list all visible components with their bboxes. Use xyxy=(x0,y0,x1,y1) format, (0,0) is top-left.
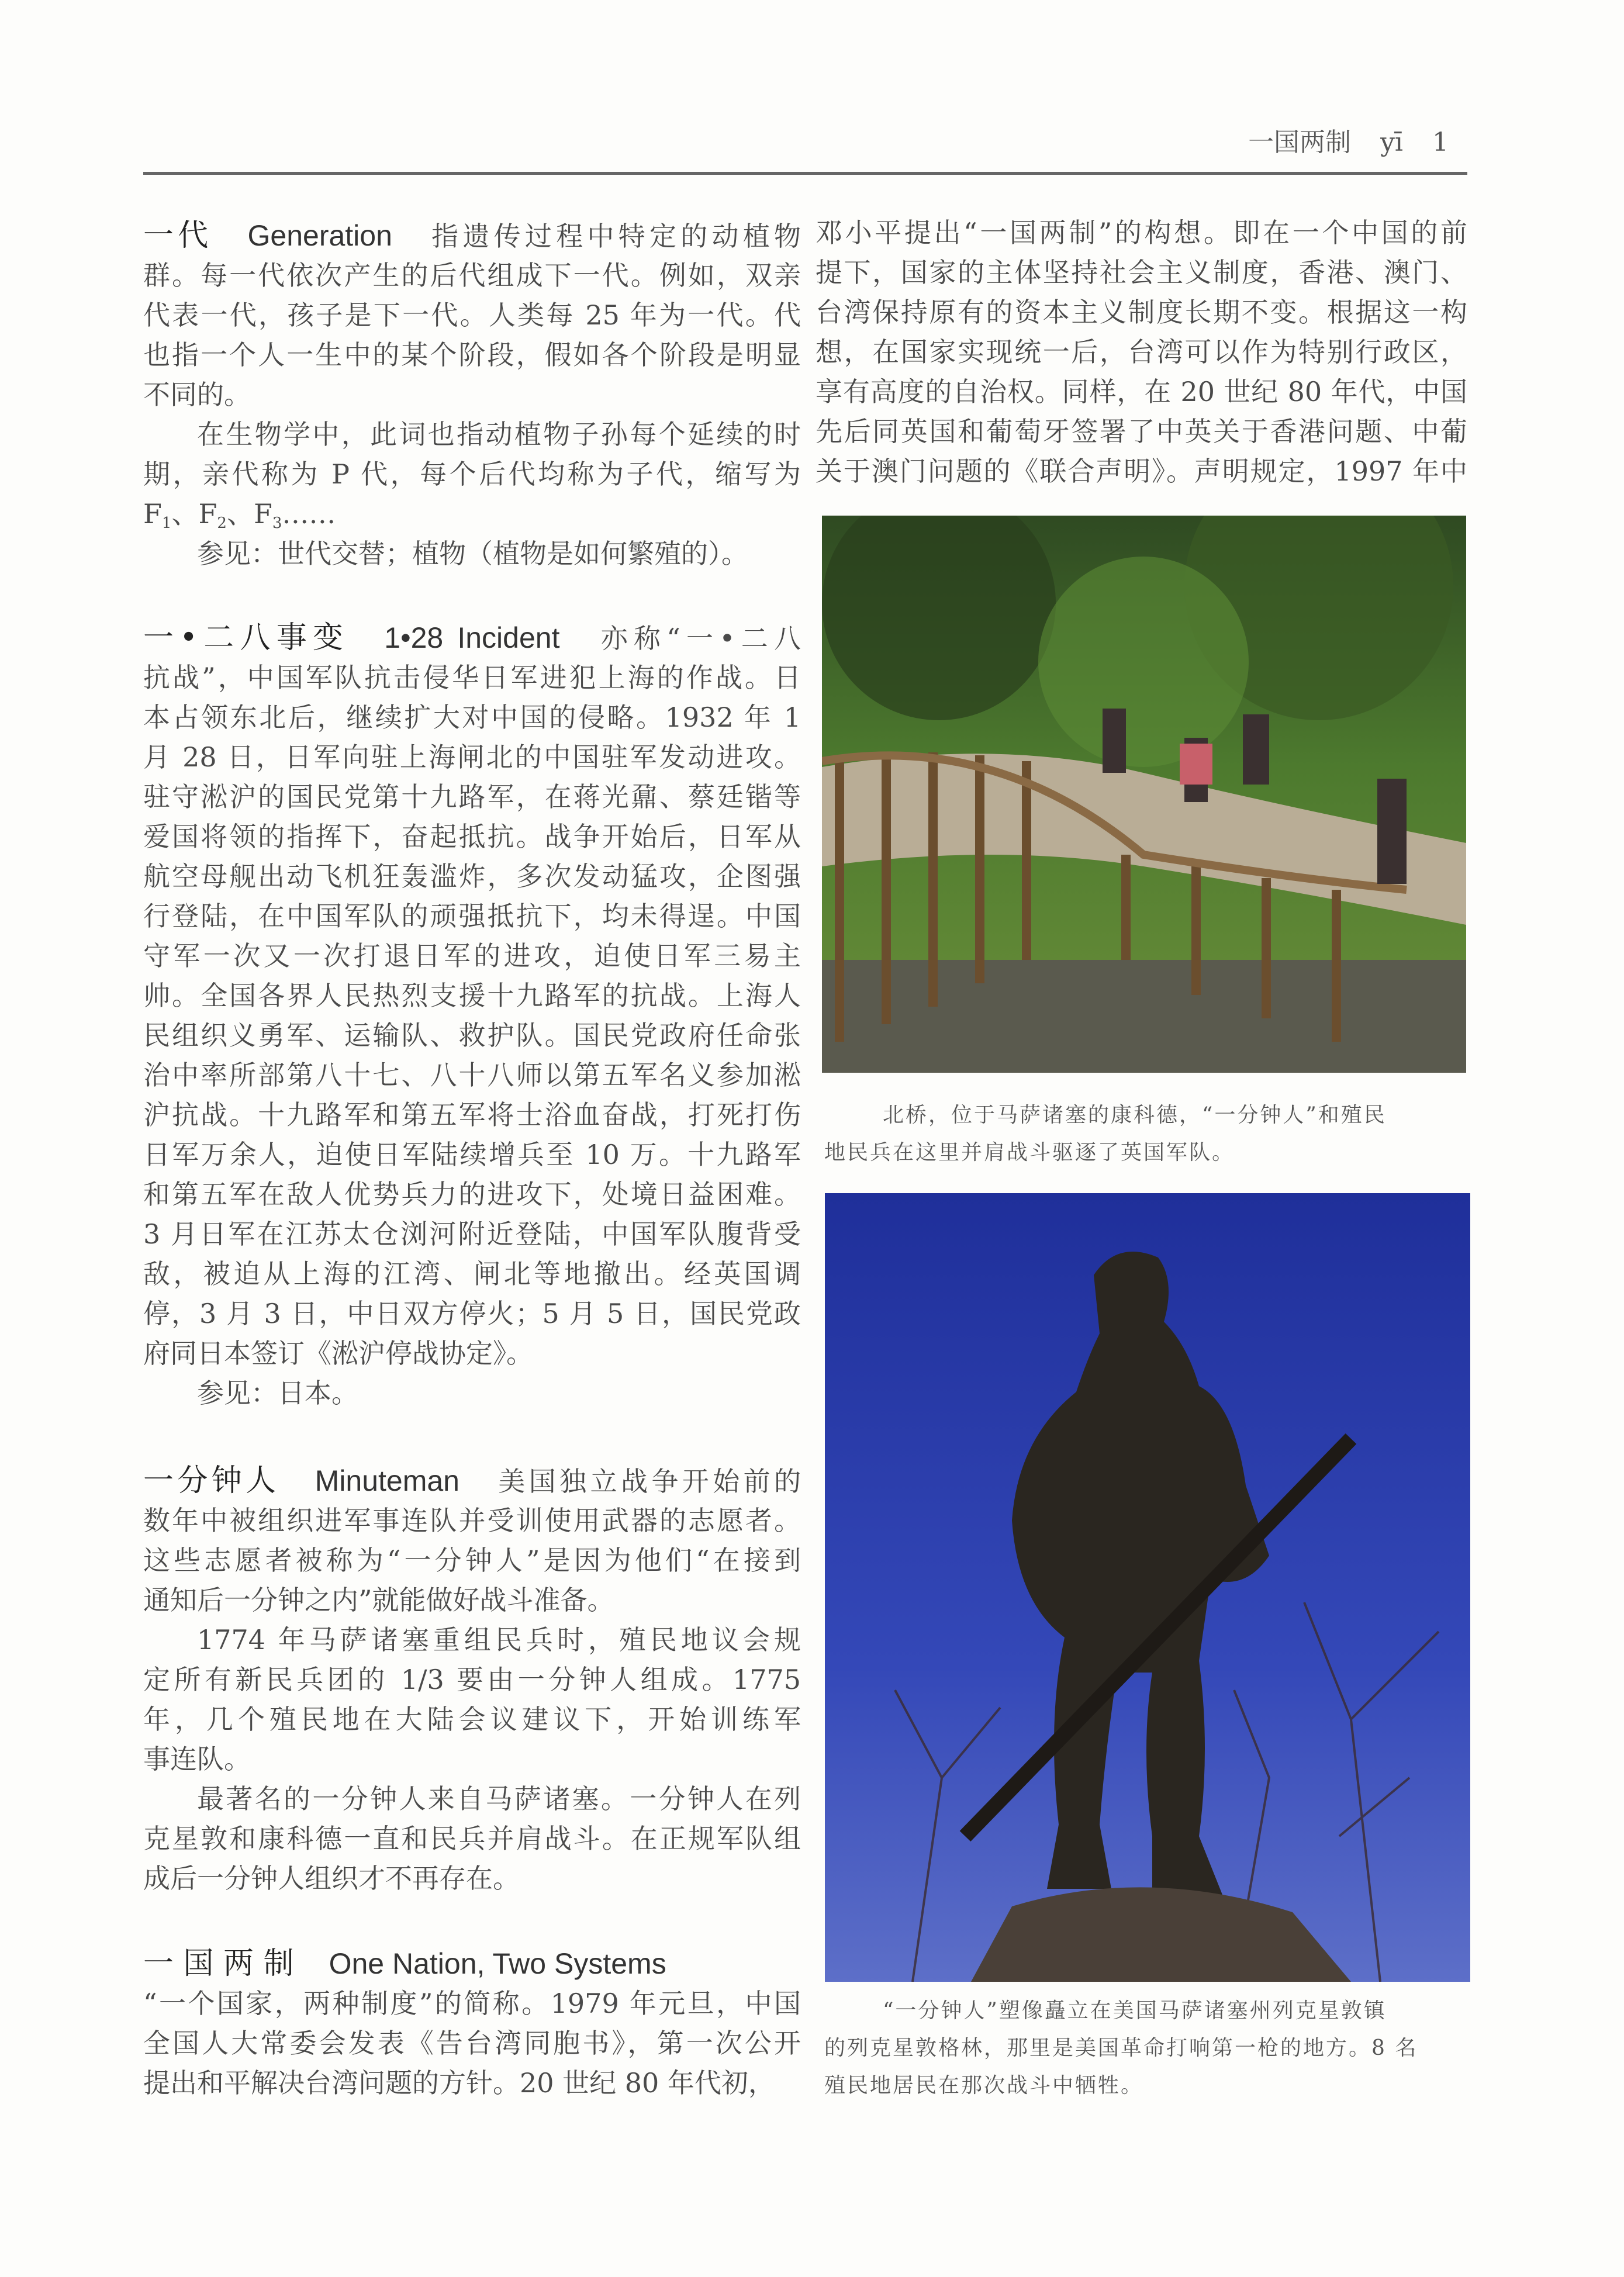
entry-term: 一•二八事变 xyxy=(143,620,350,655)
line-text: 在生物学中，此词也指动植物子孙每个延续的时 xyxy=(197,419,801,450)
entry-minuteman xyxy=(143,1461,801,1898)
text-line xyxy=(143,375,801,414)
entry-english-term: Minuteman xyxy=(315,1464,459,1497)
subscript: 2 xyxy=(217,514,227,532)
line-text: 3 月日军在江苏太仓浏河附近登陆，中国军队腹背受 xyxy=(143,1218,801,1250)
header-title: 一国两制 xyxy=(1248,127,1352,157)
right-column-text xyxy=(816,213,1467,491)
line-text: 事连队。 xyxy=(143,1743,251,1775)
entry-english-term: Generation xyxy=(247,219,392,252)
text-line: 先后同英国和葡萄牙签署了中英关于香港问题、中葡 xyxy=(816,416,1467,447)
line-text: 民组织义勇军、运输队、救护队。国民党政府任命张 xyxy=(143,1020,801,1051)
text-line xyxy=(143,1135,801,1174)
line-text: …… xyxy=(282,498,336,530)
text-line xyxy=(143,414,801,454)
line-text: 最著名的一分钟人来自马萨诸塞。一分钟人在列 xyxy=(197,1783,801,1815)
header-rule xyxy=(143,172,1467,175)
text-line xyxy=(143,1540,801,1580)
line-text: 本占领东北后，继续扩大对中国的侵略。1932 年 1 xyxy=(143,702,801,733)
text-line: 想，在国家实现统一后，台湾可以作为特别行政区， xyxy=(816,336,1467,368)
text-line xyxy=(143,454,801,494)
text-line xyxy=(143,1739,801,1779)
caption-line: 北桥，位于马萨诸塞的康科德，“一分钟人”和殖民 xyxy=(883,1103,1387,1127)
line-text: 沪抗战。十九路军和第五军将士浴血奋战，打死打伤 xyxy=(143,1099,801,1131)
line-text: 驻守淞沪的国民党第十九路军，在蒋光鼐、蔡廷锴等 xyxy=(143,781,801,813)
line-text: 守军一次又一次打退日军的进攻，迫使日军三易主 xyxy=(143,940,801,972)
entry-term: 一代 xyxy=(143,218,213,253)
text-line xyxy=(143,534,801,573)
line-text: 通知后一分钟之内”就能做好战斗准备。 xyxy=(143,1584,614,1616)
caption-line: “一分钟人”塑像矗立在美国马萨诸塞州列克星敦镇 xyxy=(883,1999,1387,2023)
line-text: 这些志愿者被称为“一分钟人”是因为他们“在接到 xyxy=(143,1545,801,1576)
line-text: 帅。全国各界人民热烈支援十九路军的抗战。上海人 xyxy=(143,980,801,1011)
text-line xyxy=(143,1174,801,1214)
line-text: 群。每一代依次产生的后代组成下一代。例如，双亲 xyxy=(143,260,801,291)
text-line xyxy=(143,1461,801,1501)
line-text: 数年中被组织进军事连队并受训使用武器的志愿者。 xyxy=(143,1505,801,1536)
line-text: 期，亲代称为 P 代，每个后代均称为子代，缩写为 xyxy=(143,458,801,490)
text-line xyxy=(143,697,801,737)
photo-north-bridge xyxy=(822,516,1466,1073)
text-line xyxy=(143,216,801,255)
line-text: 和第五军在敌人优势兵力的进攻下，处境日益困难。 xyxy=(143,1179,801,1210)
text-line xyxy=(143,1294,801,1333)
line-text: 代表一代，孩子是下一代。人类每 25 年为一代。代 xyxy=(143,299,801,331)
line-text: 停，3 月 3 日，中日双方停火；5 月 5 日，国民党政 xyxy=(143,1298,801,1329)
line-text: F xyxy=(198,498,217,530)
text-line xyxy=(143,2063,801,2103)
text-line xyxy=(143,295,801,335)
text-line: 关于澳门问题的《联合声明》。声明规定，1997 年中 xyxy=(816,455,1467,487)
text-line: 享有高度的自治权。同样，在 20 世纪 80 年代，中国 xyxy=(816,376,1467,407)
line-text: 月 28 日，日军向驻上海闸北的中国驻军发动进攻。 xyxy=(143,741,801,773)
line-text: 年，几个殖民地在大陆会议建议下，开始训练军 xyxy=(143,1704,801,1735)
line-text: 提出和平解决台湾问题的方针。20 世纪 80 年代初， xyxy=(143,2067,775,2099)
line-text: 不同的。 xyxy=(143,379,251,410)
entry-generation xyxy=(143,216,801,573)
text-line xyxy=(143,255,801,295)
line-text: 指遗传过程中特定的动植物 xyxy=(427,220,801,252)
text-line xyxy=(143,1055,801,1095)
text-line: 提下，国家的主体坚持社会主义制度，香港、澳门、 xyxy=(816,257,1467,288)
line-text: 参见：日本。 xyxy=(197,1377,358,1409)
text-line xyxy=(143,1580,801,1620)
text-line xyxy=(143,1944,801,1984)
text-line xyxy=(143,1819,801,1858)
line-text: 日军万余人，迫使日军陆续增兵至 10 万。十九路军 xyxy=(143,1139,801,1170)
line-text: 行登陆，在中国军队的顽强抵抗下，均未得逞。中国 xyxy=(143,900,801,932)
page-number: 1 xyxy=(1432,127,1449,157)
caption-line: 的列克星敦格林，那里是美国革命打响第一枪的地方。8 名 xyxy=(824,2036,1418,2060)
subscript: 3 xyxy=(272,514,282,532)
line-text: 克星敦和康科德一直和民兵并肩战斗。在正规军队组 xyxy=(143,1823,801,1854)
text-line xyxy=(143,1501,801,1540)
entry-term: 一 国 两 制 xyxy=(143,1946,294,1981)
line-text: 全国人大常委会发表《告台湾同胞书》，第一次公开 xyxy=(143,2027,801,2059)
text-line xyxy=(143,896,801,936)
line-text: 成后一分钟人组织才不再存在。 xyxy=(143,1863,520,1894)
text-line xyxy=(143,1015,801,1055)
entry-english-term: One Nation, Two Systems xyxy=(329,1947,666,1980)
line-text: 府同日本签订《淞沪停战协定》。 xyxy=(143,1338,533,1369)
line-text: 1774 年马萨诸塞重组民兵时，殖民地议会规 xyxy=(197,1624,801,1656)
subscript: 1 xyxy=(161,514,172,532)
caption-line: 殖民地居民在那次战斗中牺牲。 xyxy=(824,2074,1144,2098)
text-line xyxy=(143,817,801,856)
text-line xyxy=(143,1984,801,2023)
line-text: 爱国将领的指挥下，奋起抵抗。战争开始后，日军从 xyxy=(143,821,801,852)
line-text: 航空母舰出动飞机狂轰滥炸，多次发动猛攻，企图强 xyxy=(143,861,801,892)
line-text: “一个国家，两种制度”的简称。1979 年元旦，中国 xyxy=(143,1988,801,2019)
text-line: 台湾保持原有的资本主义制度长期不变。根据这一构 xyxy=(816,296,1467,328)
entry-one-nation-two-systems xyxy=(143,1944,801,2103)
caption-line: 地民兵在这里并肩战斗驱逐了英国军队。 xyxy=(824,1141,1235,1165)
photo-minuteman-statue xyxy=(825,1193,1470,1982)
text-line xyxy=(143,1254,801,1294)
caption-minuteman-statue xyxy=(824,1992,1467,2105)
text-line xyxy=(143,1373,801,1413)
line-text: 参见：世代交替；植物（植物是如何繁殖的）。 xyxy=(197,538,748,569)
text-line xyxy=(143,1333,801,1373)
entry-128-incident xyxy=(143,618,801,1413)
running-header xyxy=(1248,123,1449,163)
text-line xyxy=(143,856,801,896)
text-line xyxy=(143,1660,801,1699)
header-pinyin: yī xyxy=(1380,127,1403,157)
entry-english-term: 1•28 Incident xyxy=(384,621,560,654)
text-line xyxy=(143,618,801,658)
text-line xyxy=(143,1779,801,1819)
line-text: 、 xyxy=(226,498,254,530)
text-line xyxy=(143,1095,801,1135)
text-line xyxy=(143,335,801,375)
line-text: 也指一个人一生中的某个阶段，假如各个阶段是明显 xyxy=(143,339,801,371)
entry-term: 一分钟人 xyxy=(143,1463,280,1498)
line-text: 亦称“一•二八 xyxy=(595,623,801,654)
line-text: 定所有新民兵团的 1/3 要由一分钟人组成。1775 xyxy=(143,1664,801,1695)
text-line xyxy=(143,1858,801,1898)
text-line xyxy=(143,777,801,817)
text-line xyxy=(143,1699,801,1739)
subscript-line xyxy=(143,494,801,534)
text-line xyxy=(143,2023,801,2063)
line-text: 抗战”，中国军队抗击侵华日军进犯上海的作战。日 xyxy=(143,662,801,693)
line-text: 治中率所部第八十七、八十八师以第五军名义参加淞 xyxy=(143,1059,801,1091)
line-text: F xyxy=(143,498,162,530)
line-text: 、 xyxy=(171,498,199,530)
text-line xyxy=(143,658,801,697)
text-line xyxy=(143,936,801,976)
line-text: F xyxy=(253,498,272,530)
line-text: 敌，被迫从上海的江湾、闸北等地撤出。经英国调 xyxy=(143,1258,801,1290)
caption-north-bridge xyxy=(824,1097,1467,1172)
text-line xyxy=(143,737,801,777)
line-text: 美国独立战争开始前的 xyxy=(494,1466,801,1497)
text-line xyxy=(143,1214,801,1254)
text-line xyxy=(143,976,801,1015)
text-line xyxy=(143,1620,801,1660)
text-line: 邓小平提出“一国两制”的构想。即在一个中国的前 xyxy=(816,217,1467,248)
